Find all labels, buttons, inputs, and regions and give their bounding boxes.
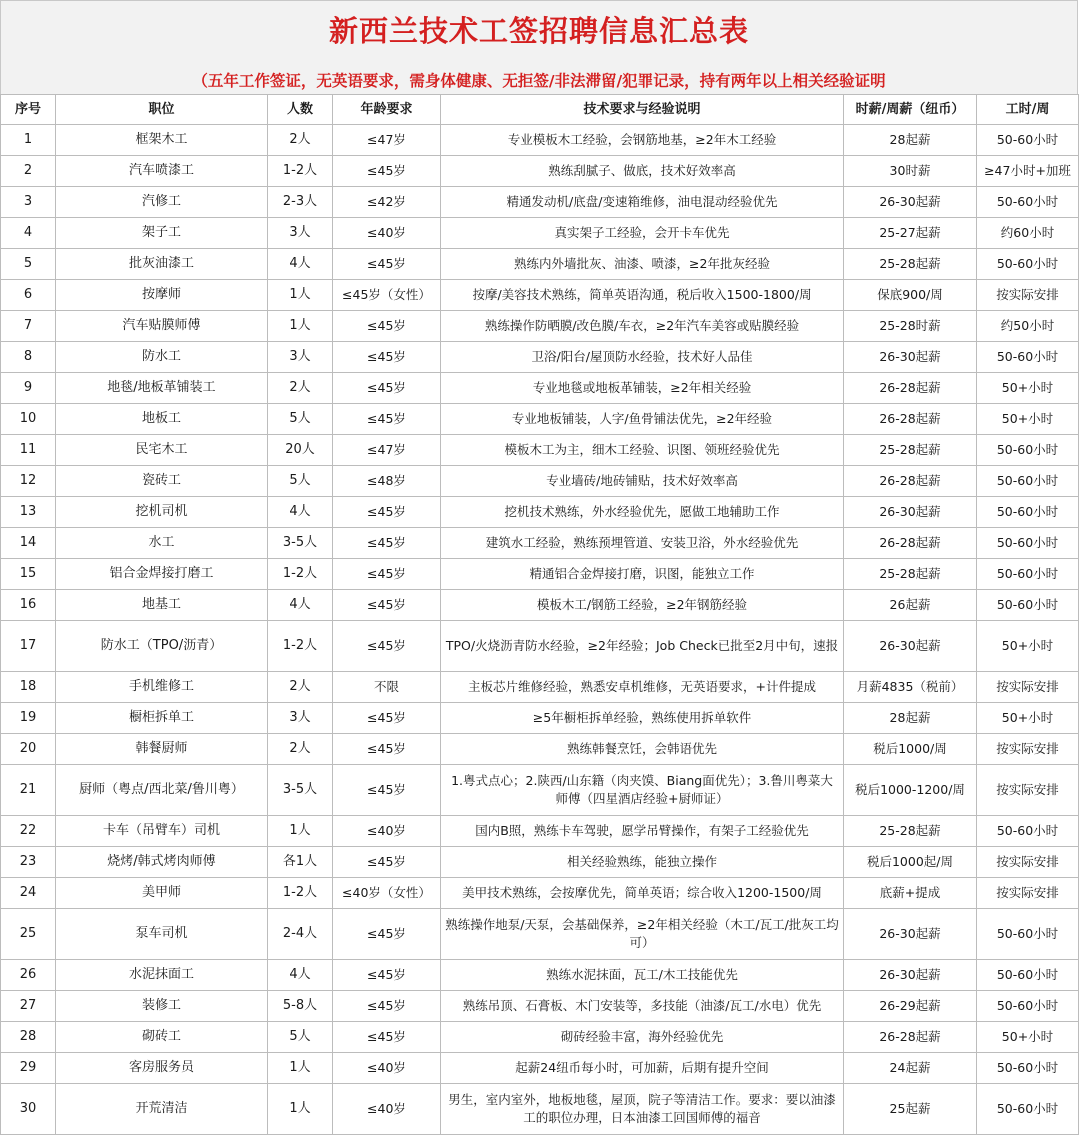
cell-count: 各1人: [268, 847, 333, 878]
cell-hours: 按实际安排: [977, 672, 1079, 703]
cell-no: 21: [1, 765, 56, 816]
cell-hours: 50+小时: [977, 404, 1079, 435]
cell-no: 27: [1, 991, 56, 1022]
cell-requirements: 专业地板铺装，人字/鱼骨铺法优先，≥2年经验: [441, 404, 844, 435]
cell-requirements: 精通铝合金焊接打磨，识图，能独立工作: [441, 559, 844, 590]
table-row: [1, 1053, 1079, 1084]
cell-position: 水泥抹面工: [56, 960, 268, 991]
table-row: [1, 559, 1079, 590]
cell-position: 按摩师: [56, 280, 268, 311]
cell-position: 铝合金焊接打磨工: [56, 559, 268, 590]
cell-requirements: 起薪24纽币每小时，可加薪，后期有提升空间: [441, 1053, 844, 1084]
table-row: [1, 590, 1079, 621]
cell-no: 7: [1, 311, 56, 342]
cell-age: ≤40岁: [333, 816, 441, 847]
cell-hours: 50-60小时: [977, 816, 1079, 847]
cell-hours: 50-60小时: [977, 1053, 1079, 1084]
cell-pay: 28起薪: [844, 125, 977, 156]
cell-requirements: 相关经验熟练，能独立操作: [441, 847, 844, 878]
cell-age: ≤42岁: [333, 187, 441, 218]
cell-no: 29: [1, 1053, 56, 1084]
cell-hours: 按实际安排: [977, 847, 1079, 878]
cell-age: ≤45岁: [333, 960, 441, 991]
cell-hours: 50-60小时: [977, 960, 1079, 991]
cell-pay: 月薪4835（税前）: [844, 672, 977, 703]
cell-requirements: ≥5年橱柜拆单经验，熟练使用拆单软件: [441, 703, 844, 734]
cell-hours: 约50小时: [977, 311, 1079, 342]
cell-count: 1人: [268, 1084, 333, 1135]
cell-no: 3: [1, 187, 56, 218]
table-row: [1, 703, 1079, 734]
table-row: [1, 156, 1079, 187]
cell-requirements: 砌砖经验丰富，海外经验优先: [441, 1022, 844, 1053]
table-row: [1, 187, 1079, 218]
cell-pay: 26-28起薪: [844, 404, 977, 435]
cell-hours: 50-60小时: [977, 435, 1079, 466]
cell-position: 防水工: [56, 342, 268, 373]
table-row: [1, 734, 1079, 765]
cell-requirements: 建筑水工经验，熟练预埋管道、安装卫浴，外水经验优先: [441, 528, 844, 559]
cell-hours: 50+小时: [977, 373, 1079, 404]
cell-count: 3人: [268, 703, 333, 734]
table-row: [1, 280, 1079, 311]
cell-no: 6: [1, 280, 56, 311]
cell-no: 15: [1, 559, 56, 590]
cell-hours: 50-60小时: [977, 187, 1079, 218]
cell-age: ≤45岁: [333, 621, 441, 672]
cell-no: 22: [1, 816, 56, 847]
cell-pay: 26-28起薪: [844, 373, 977, 404]
cell-position: 韩餐厨师: [56, 734, 268, 765]
cell-hours: 按实际安排: [977, 878, 1079, 909]
cell-no: 10: [1, 404, 56, 435]
cell-pay: 税后1000/周: [844, 734, 977, 765]
cell-age: ≤45岁（女性）: [333, 280, 441, 311]
cell-pay: 26-30起薪: [844, 909, 977, 960]
cell-position: 地基工: [56, 590, 268, 621]
cell-pay: 26-29起薪: [844, 991, 977, 1022]
cell-pay: 25-28起薪: [844, 559, 977, 590]
cell-no: 20: [1, 734, 56, 765]
cell-age: ≤45岁: [333, 559, 441, 590]
cell-position: 地板工: [56, 404, 268, 435]
cell-no: 28: [1, 1022, 56, 1053]
cell-position: 开荒清洁: [56, 1084, 268, 1135]
cell-no: 5: [1, 249, 56, 280]
col-header-hours: 工时/周: [977, 95, 1079, 125]
cell-hours: 50-60小时: [977, 125, 1079, 156]
cell-hours: 50-60小时: [977, 466, 1079, 497]
cell-no: 9: [1, 373, 56, 404]
cell-pay: 税后1000-1200/周: [844, 765, 977, 816]
cell-count: 5人: [268, 466, 333, 497]
cell-no: 17: [1, 621, 56, 672]
cell-hours: 50-60小时: [977, 1084, 1079, 1135]
cell-requirements: 模板木工/钢筋工经验，≥2年钢筋经验: [441, 590, 844, 621]
cell-count: 4人: [268, 249, 333, 280]
cell-no: 19: [1, 703, 56, 734]
cell-position: 卡车（吊臂车）司机: [56, 816, 268, 847]
cell-requirements: 1.粤式点心；2.陕西/山东籍（肉夹馍、Biang面优先）；3.鲁川粤菜大师傅（四星酒店经验+厨师证）: [441, 765, 844, 816]
cell-age: 不限: [333, 672, 441, 703]
cell-pay: 25-28起薪: [844, 249, 977, 280]
cell-requirements: 主板芯片维修经验，熟悉安卓机维修，无英语要求，+计件提成: [441, 672, 844, 703]
cell-requirements: 熟练操作防晒膜/改色膜/车衣，≥2年汽车美容或贴膜经验: [441, 311, 844, 342]
cell-pay: 26起薪: [844, 590, 977, 621]
cell-hours: 50-60小时: [977, 497, 1079, 528]
cell-position: 汽修工: [56, 187, 268, 218]
cell-no: 25: [1, 909, 56, 960]
cell-requirements: 男生，室内室外，地板地毯，屋顶，院子等清洁工作。要求：要以油漆工的职位办理，日本油漆工回国师傅的福音: [441, 1084, 844, 1135]
cell-count: 3人: [268, 342, 333, 373]
cell-age: ≤40岁: [333, 1053, 441, 1084]
table-row: [1, 125, 1079, 156]
cell-hours: 50+小时: [977, 621, 1079, 672]
cell-no: 11: [1, 435, 56, 466]
cell-count: 20人: [268, 435, 333, 466]
cell-requirements: 熟练韩餐烹饪，会韩语优先: [441, 734, 844, 765]
cell-count: 4人: [268, 497, 333, 528]
cell-requirements: 精通发动机/底盘/变速箱维修，油电混动经验优先: [441, 187, 844, 218]
cell-age: ≤45岁: [333, 991, 441, 1022]
table-row: [1, 249, 1079, 280]
page-title: 新西兰技术工签招聘信息汇总表: [328, 14, 749, 48]
table-row: [1, 621, 1079, 672]
cell-no: 30: [1, 1084, 56, 1135]
table-row: [1, 373, 1079, 404]
cell-pay: 25-28起薪: [844, 816, 977, 847]
cell-no: 13: [1, 497, 56, 528]
cell-age: ≤45岁: [333, 909, 441, 960]
cell-age: ≤45岁: [333, 1022, 441, 1053]
cell-position: 烧烤/韩式烤肉师傅: [56, 847, 268, 878]
table-row: [1, 1084, 1079, 1135]
col-header-age: 年龄要求: [333, 95, 441, 125]
cell-pay: 26-30起薪: [844, 187, 977, 218]
cell-count: 1人: [268, 311, 333, 342]
table-row: [1, 878, 1079, 909]
cell-count: 2人: [268, 125, 333, 156]
cell-count: 2人: [268, 734, 333, 765]
cell-requirements: 模板木工为主，细木工经验、识图、领班经验优先: [441, 435, 844, 466]
table-row: [1, 466, 1079, 497]
cell-position: 瓷砖工: [56, 466, 268, 497]
col-header-pay: 时薪/周薪（纽币）: [844, 95, 977, 125]
col-header-position: 职位: [56, 95, 268, 125]
cell-hours: 50-60小时: [977, 909, 1079, 960]
cell-hours: 50-60小时: [977, 991, 1079, 1022]
cell-pay: 保底900/周: [844, 280, 977, 311]
cell-position: 厨师（粤点/西北菜/鲁川粤）: [56, 765, 268, 816]
header-row: [1, 95, 1079, 125]
table-row: [1, 218, 1079, 249]
col-header-no: 序号: [1, 95, 56, 125]
cell-count: 2人: [268, 672, 333, 703]
cell-hours: 50-60小时: [977, 559, 1079, 590]
cell-count: 5人: [268, 404, 333, 435]
cell-age: ≤45岁: [333, 847, 441, 878]
cell-pay: 25-28时薪: [844, 311, 977, 342]
cell-position: 批灰油漆工: [56, 249, 268, 280]
cell-no: 16: [1, 590, 56, 621]
cell-hours: 约60小时: [977, 218, 1079, 249]
cell-requirements: 卫浴/阳台/屋顶防水经验，技术好人品佳: [441, 342, 844, 373]
cell-count: 1-2人: [268, 878, 333, 909]
cell-count: 2-4人: [268, 909, 333, 960]
cell-position: 汽车贴膜师傅: [56, 311, 268, 342]
page-subtitle: （五年工作签证，无英语要求，需身体健康、无拒签/非法滞留/犯罪记录，持有两年以上相关经验证明: [192, 72, 886, 90]
cell-position: 美甲师: [56, 878, 268, 909]
table-row: [1, 991, 1079, 1022]
cell-age: ≤45岁: [333, 765, 441, 816]
table-row: [1, 311, 1079, 342]
cell-no: 24: [1, 878, 56, 909]
cell-position: 挖机司机: [56, 497, 268, 528]
cell-no: 8: [1, 342, 56, 373]
cell-age: ≤45岁: [333, 497, 441, 528]
cell-age: ≤45岁: [333, 528, 441, 559]
cell-position: 汽车喷漆工: [56, 156, 268, 187]
cell-position: 客房服务员: [56, 1053, 268, 1084]
cell-pay: 30时薪: [844, 156, 977, 187]
cell-count: 2-3人: [268, 187, 333, 218]
cell-count: 5人: [268, 1022, 333, 1053]
cell-pay: 28起薪: [844, 703, 977, 734]
cell-count: 3-5人: [268, 765, 333, 816]
cell-age: ≤45岁: [333, 342, 441, 373]
cell-count: 1-2人: [268, 156, 333, 187]
cell-position: 地毯/地板革铺装工: [56, 373, 268, 404]
cell-age: ≤45岁: [333, 703, 441, 734]
cell-position: 民宅木工: [56, 435, 268, 466]
table-row: [1, 765, 1079, 816]
cell-requirements: 国内B照，熟练卡车驾驶，愿学吊臂操作，有架子工经验优先: [441, 816, 844, 847]
cell-count: 4人: [268, 960, 333, 991]
cell-age: ≤40岁: [333, 1084, 441, 1135]
cell-requirements: 熟练水泥抹面，瓦工/木工技能优先: [441, 960, 844, 991]
table-row: [1, 909, 1079, 960]
col-header-requirements: 技术要求与经验说明: [441, 95, 844, 125]
cell-count: 2人: [268, 373, 333, 404]
col-header-count: 人数: [268, 95, 333, 125]
table-row: [1, 847, 1079, 878]
cell-age: ≤45岁: [333, 249, 441, 280]
cell-age: ≤45岁: [333, 404, 441, 435]
cell-requirements: 专业墙砖/地砖铺贴，技术好效率高: [441, 466, 844, 497]
table-row: [1, 435, 1079, 466]
cell-position: 砌砖工: [56, 1022, 268, 1053]
cell-age: ≤48岁: [333, 466, 441, 497]
cell-pay: 25-27起薪: [844, 218, 977, 249]
cell-hours: ≥47小时+加班: [977, 156, 1079, 187]
cell-pay: 26-28起薪: [844, 528, 977, 559]
cell-age: ≤45岁: [333, 590, 441, 621]
cell-age: ≤47岁: [333, 435, 441, 466]
cell-count: 1-2人: [268, 621, 333, 672]
recruitment-table: [0, 94, 1079, 1135]
cell-count: 1人: [268, 1053, 333, 1084]
cell-age: ≤40岁: [333, 218, 441, 249]
cell-pay: 26-30起薪: [844, 342, 977, 373]
cell-requirements: TPO/火烧沥青防水经验，≥2年经验；Job Check已批至2月中旬，速报: [441, 621, 844, 672]
table-row: [1, 672, 1079, 703]
cell-age: ≤47岁: [333, 125, 441, 156]
cell-pay: 26-30起薪: [844, 497, 977, 528]
cell-position: 装修工: [56, 991, 268, 1022]
cell-pay: 税后1000起/周: [844, 847, 977, 878]
cell-age: ≤45岁: [333, 373, 441, 404]
cell-hours: 按实际安排: [977, 765, 1079, 816]
cell-pay: 26-30起薪: [844, 960, 977, 991]
cell-requirements: 按摩/美容技术熟练，简单英语沟通，税后收入1500-1800/周: [441, 280, 844, 311]
cell-requirements: 熟练刮腻子、做底，技术好效率高: [441, 156, 844, 187]
cell-position: 水工: [56, 528, 268, 559]
table-row: [1, 960, 1079, 991]
cell-count: 1人: [268, 816, 333, 847]
cell-no: 18: [1, 672, 56, 703]
table-row: [1, 816, 1079, 847]
table-row: [1, 342, 1079, 373]
cell-count: 1-2人: [268, 559, 333, 590]
cell-count: 3人: [268, 218, 333, 249]
cell-hours: 按实际安排: [977, 280, 1079, 311]
cell-requirements: 挖机技术熟练，外水经验优先，愿做工地辅助工作: [441, 497, 844, 528]
cell-pay: 底薪+提成: [844, 878, 977, 909]
cell-count: 3-5人: [268, 528, 333, 559]
cell-requirements: 熟练吊顶、石膏板、木门安装等，多技能（油漆/瓦工/水电）优先: [441, 991, 844, 1022]
sheet-header: [0, 0, 1078, 94]
cell-no: 4: [1, 218, 56, 249]
cell-no: 1: [1, 125, 56, 156]
cell-position: 橱柜拆单工: [56, 703, 268, 734]
cell-no: 23: [1, 847, 56, 878]
cell-requirements: 专业地毯或地板革铺装，≥2年相关经验: [441, 373, 844, 404]
cell-requirements: 熟练操作地泵/天泵，会基础保养，≥2年相关经验（木工/瓦工/批灰工均可）: [441, 909, 844, 960]
cell-no: 12: [1, 466, 56, 497]
cell-age: ≤40岁（女性）: [333, 878, 441, 909]
table-row: [1, 1022, 1079, 1053]
cell-no: 26: [1, 960, 56, 991]
cell-no: 14: [1, 528, 56, 559]
cell-age: ≤45岁: [333, 311, 441, 342]
cell-pay: 25-28起薪: [844, 435, 977, 466]
cell-count: 5-8人: [268, 991, 333, 1022]
cell-pay: 25起薪: [844, 1084, 977, 1135]
cell-requirements: 熟练内外墙批灰、油漆、喷漆，≥2年批灰经验: [441, 249, 844, 280]
cell-age: ≤45岁: [333, 156, 441, 187]
cell-hours: 50+小时: [977, 703, 1079, 734]
cell-position: 架子工: [56, 218, 268, 249]
cell-count: 4人: [268, 590, 333, 621]
cell-hours: 50-60小时: [977, 249, 1079, 280]
cell-pay: 26-28起薪: [844, 1022, 977, 1053]
cell-position: 防水工（TPO/沥青）: [56, 621, 268, 672]
cell-hours: 按实际安排: [977, 734, 1079, 765]
table-row: [1, 528, 1079, 559]
cell-position: 框架木工: [56, 125, 268, 156]
cell-position: 泵车司机: [56, 909, 268, 960]
table-row: [1, 404, 1079, 435]
cell-no: 2: [1, 156, 56, 187]
cell-count: 1人: [268, 280, 333, 311]
cell-hours: 50+小时: [977, 1022, 1079, 1053]
cell-hours: 50-60小时: [977, 342, 1079, 373]
cell-requirements: 真实架子工经验，会开卡车优先: [441, 218, 844, 249]
cell-hours: 50-60小时: [977, 528, 1079, 559]
cell-requirements: 美甲技术熟练，会按摩优先，简单英语；综合收入1200-1500/周: [441, 878, 844, 909]
cell-requirements: 专业模板木工经验，会钢筋地基，≥2年木工经验: [441, 125, 844, 156]
cell-hours: 50-60小时: [977, 590, 1079, 621]
cell-pay: 26-28起薪: [844, 466, 977, 497]
cell-age: ≤45岁: [333, 734, 441, 765]
cell-position: 手机维修工: [56, 672, 268, 703]
cell-pay: 26-30起薪: [844, 621, 977, 672]
cell-pay: 24起薪: [844, 1053, 977, 1084]
table-row: [1, 497, 1079, 528]
